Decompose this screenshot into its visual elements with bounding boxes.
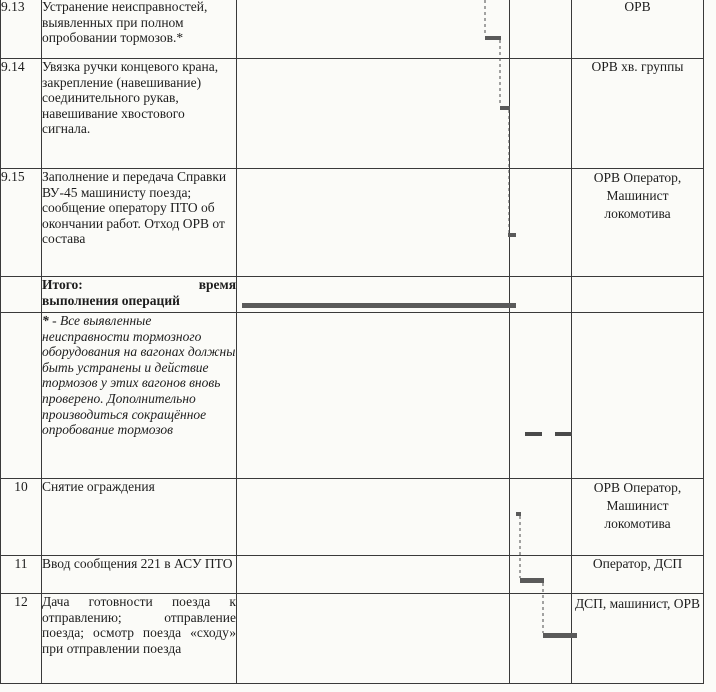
row-number: 9.15 bbox=[1, 169, 42, 277]
timeline-cell-2 bbox=[510, 594, 572, 684]
row-number: 10 bbox=[1, 479, 42, 556]
note-star: * bbox=[42, 313, 49, 328]
responsible-cell bbox=[572, 277, 704, 313]
row-number: 11 bbox=[1, 556, 42, 594]
table-row-note bbox=[1, 313, 704, 479]
total-label: Итого: bbox=[42, 277, 83, 292]
responsible-cell: ДСП, машинист, ОРВ bbox=[572, 594, 704, 684]
timeline-cell bbox=[237, 59, 510, 169]
row-number bbox=[1, 277, 42, 313]
row-number bbox=[1, 313, 42, 479]
table-row bbox=[1, 59, 704, 169]
timeline-cell-2 bbox=[510, 556, 572, 594]
operation-description: Увязка ручки концевого крана, закрепление (навешивание) соединительного рукав, навешивание хвостового сигнала. bbox=[42, 59, 237, 169]
timeline-cell bbox=[237, 479, 510, 556]
note-text bbox=[42, 313, 237, 479]
row-number: 9.14 bbox=[1, 59, 42, 169]
table-row bbox=[1, 594, 704, 684]
operation-description: Снятие ограждения bbox=[42, 479, 237, 556]
timeline-cell bbox=[237, 169, 510, 277]
total-line bbox=[42, 277, 236, 293]
operation-description: Ввод сообщения 221 в АСУ ПТО bbox=[42, 556, 237, 594]
timeline-cell bbox=[237, 0, 510, 59]
timeline-cell-2 bbox=[510, 277, 572, 313]
timeline-cell bbox=[237, 594, 510, 684]
responsible-cell bbox=[572, 313, 704, 479]
timeline-cell-2 bbox=[510, 479, 572, 556]
table-row bbox=[1, 169, 704, 277]
table-row-total bbox=[1, 277, 704, 313]
row-number: 12 bbox=[1, 594, 42, 684]
table-row bbox=[1, 556, 704, 594]
responsible-cell: ОРВ Оператор, Машинист локомотива bbox=[572, 169, 704, 277]
timeline-cell bbox=[237, 313, 510, 479]
row-number: 9.13 bbox=[1, 0, 42, 59]
responsible-cell: ОРВ bbox=[572, 0, 704, 59]
total-line-2: выполнения операций bbox=[42, 292, 180, 308]
timeline-cell-2 bbox=[510, 59, 572, 169]
timeline-cell bbox=[237, 277, 510, 313]
note-body: - Все выявленные неисправности тормозного оборудования на вагонах должны быть устранены и действие тормозов у этих вагонов вновь проверено. Дополнительно производиться сокращённое опробование тормозов bbox=[42, 313, 236, 438]
operation-description: Заполнение и передача Справки ВУ-45 машинисту поезда; сообщение оператору ПТО об окончании работ. Отход ОРВ от состава bbox=[42, 169, 237, 277]
timeline-cell-2 bbox=[510, 0, 572, 59]
table-row bbox=[1, 0, 704, 59]
operation-description: Дача готовности поезда к отправлению; отправление поезда; осмотр поезда «сходу» при отправлении поезда bbox=[42, 594, 237, 684]
responsible-cell: Оператор, ДСП bbox=[572, 556, 704, 594]
total-description bbox=[42, 277, 237, 313]
responsible-cell: ОРВ хв. группы bbox=[572, 59, 704, 169]
operation-description: Устранение неисправностей, выявленных при полном опробовании тормозов.* bbox=[42, 0, 237, 59]
responsible-cell: ОРВ Оператор, Машинист локомотива bbox=[572, 479, 704, 556]
total-time-word: время bbox=[198, 277, 236, 292]
timeline-cell-2 bbox=[510, 313, 572, 479]
timeline-cell bbox=[237, 556, 510, 594]
table-row bbox=[1, 479, 704, 556]
timeline-cell-2 bbox=[510, 169, 572, 277]
